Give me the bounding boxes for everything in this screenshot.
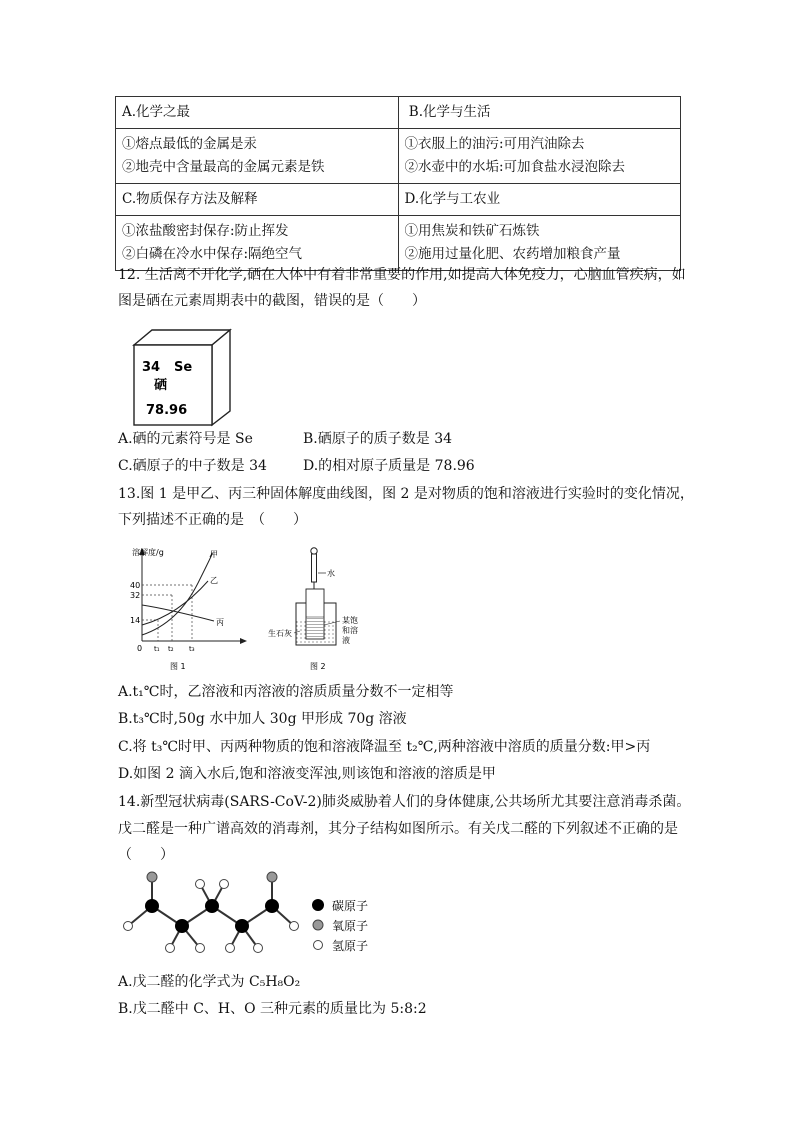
series-label-jia: 甲 — [210, 550, 218, 559]
q14-option-a: A.戊二醛的化学式为 C₅H₈O₂ — [118, 974, 301, 990]
table-text: ①用焦炭和铁矿石炼铁 — [404, 223, 540, 239]
table-text: ②水壶中的水垢:可加食盐水浸泡除去 — [404, 159, 626, 175]
q13-option-d: D.如图 2 滴入水后,饱和溶液变浑浊,则该饱和溶液的溶质是甲 — [118, 766, 496, 782]
y-axis-label: 溶解度/g — [132, 548, 164, 557]
experiment-apparatus — [268, 548, 358, 671]
solubility-curve-chart — [130, 547, 247, 671]
series-label-bing: 丙 — [216, 618, 224, 627]
q12-stem-line-2: 图是硒在元素周期表中的截图，错误的是（ ） — [118, 293, 426, 309]
q12-option-b: B.硒原子的质子数是 34 — [303, 431, 453, 447]
x-tick-t2: t₂ — [168, 645, 174, 653]
carbon-legend-label: 碳原子 — [332, 899, 369, 913]
q14-stem-line-2: 戊二醛是一种广谱高效的消毒剂，其分子结构如图所示。有关戊二醛的下列叙述不正确的是 — [118, 821, 678, 837]
y-tick-32: 32 — [130, 591, 141, 600]
water-label: 水 — [327, 569, 335, 578]
oxygen-legend-label: 氧原子 — [332, 919, 369, 933]
table-text: ②施用过量化肥、农药增加粮食产量 — [404, 246, 621, 262]
figure-2-caption: 图 2 — [310, 662, 326, 671]
solution-label-2: 和溶 — [342, 626, 358, 635]
q13-option-b: B.t₃℃时,50g 水中加人 30g 甲形成 70g 溶液 — [118, 711, 407, 727]
glutaraldehyde-molecule-figure — [118, 868, 388, 964]
molecule-legend — [312, 898, 368, 953]
q13-stem-line-1: 13.图 1 是甲乙、丙三种固体解度曲线图，图 2 是对物质的饱和溶液进行实验时的变化情况， — [118, 486, 694, 502]
carbon-atoms — [145, 899, 279, 933]
selenium-element-cell — [122, 327, 232, 427]
table-cell-b-title: B.化学与生活 — [398, 97, 681, 129]
table-cell-b-content — [398, 129, 681, 184]
table-text: ②白磷在冷水中保存:隔绝空气 — [122, 246, 303, 262]
table-text: ①衣服上的油污:可用汽油除去 — [404, 136, 585, 152]
table-cell-a-title: A.化学之最 — [116, 97, 399, 129]
table-text: ①熔点最低的金属是汞 — [122, 136, 257, 152]
q12-stem-line-1: 12. 生活离不开化学,硒在人体中有着非常重要的作用,如提高人体免疫力，心脑血管疾病，如 — [118, 267, 686, 283]
hydrogen-legend-icon — [314, 941, 323, 950]
knowledge-table — [115, 96, 681, 271]
solution-label-3: 液 — [342, 636, 350, 645]
q12-option-c: C.硒原子的中子数是 34 — [118, 458, 267, 474]
curve-yi — [142, 581, 208, 625]
table-text: ②地壳中含量最高的金属元素是铁 — [122, 159, 325, 175]
solubility-figures — [128, 545, 368, 675]
element-symbol: Se — [174, 360, 193, 375]
y-tick-40: 40 — [130, 581, 141, 590]
y-tick-14: 14 — [130, 616, 141, 625]
curve-jia — [142, 553, 212, 635]
x-tick-t1: t₁ — [154, 645, 160, 653]
q13-option-a: A.t₁℃时，乙溶液和丙溶液的溶质质量分数不一定相等 — [118, 684, 454, 700]
atomic-mass: 78.96 — [146, 403, 188, 418]
x-tick-t3: t₃ — [189, 645, 195, 653]
q14-stem-line-1: 14.新型冠状病毒(SARS-CoV-2)肺炎威胁着人们的身体健康,公共场所尤其要注意消毒杀菌。 — [118, 794, 691, 810]
hydrogen-legend-label: 氢原子 — [332, 939, 369, 953]
table-cell-a-content — [116, 129, 399, 184]
figure-1-caption: 图 1 — [170, 662, 186, 671]
carbon-legend-icon — [312, 899, 324, 911]
q14-option-b: B.戊二醛中 C、H、O 三种元素的质量比为 5:8:2 — [118, 1001, 427, 1017]
atomic-number: 34 — [142, 360, 161, 375]
table-cell-d-content — [398, 216, 681, 271]
q14-stem-line-3: （ ） — [118, 847, 174, 863]
origin-label: 0 — [137, 644, 143, 653]
oxygen-atoms — [147, 872, 277, 882]
lime-label: 生石灰 — [268, 629, 292, 638]
q12-option-a: A.硒的元素符号是 Se — [118, 431, 253, 447]
table-cell-c-content — [116, 216, 399, 271]
oxygen-legend-icon — [313, 920, 323, 930]
table-cell-c-title: C.物质保存方法及解释 — [116, 184, 399, 216]
series-label-yi: 乙 — [210, 576, 218, 585]
solution-label-1: 某饱 — [342, 616, 358, 625]
q13-stem-line-2: 下列描述不正确的是 （ ） — [118, 512, 307, 528]
q13-option-c: C.将 t₃℃时甲、丙两种物质的饱和溶液降温至 t₂℃,两种溶液中溶质的质量分数:甲>丙 — [118, 739, 651, 755]
table-cell-d-title: D.化学与工农业 — [398, 184, 681, 216]
table-text: ①浓盐酸密封保存:防止挥发 — [122, 223, 289, 239]
q12-option-d: D.的相对原子质量是 78.96 — [303, 458, 475, 474]
element-name: 硒 — [154, 378, 168, 393]
